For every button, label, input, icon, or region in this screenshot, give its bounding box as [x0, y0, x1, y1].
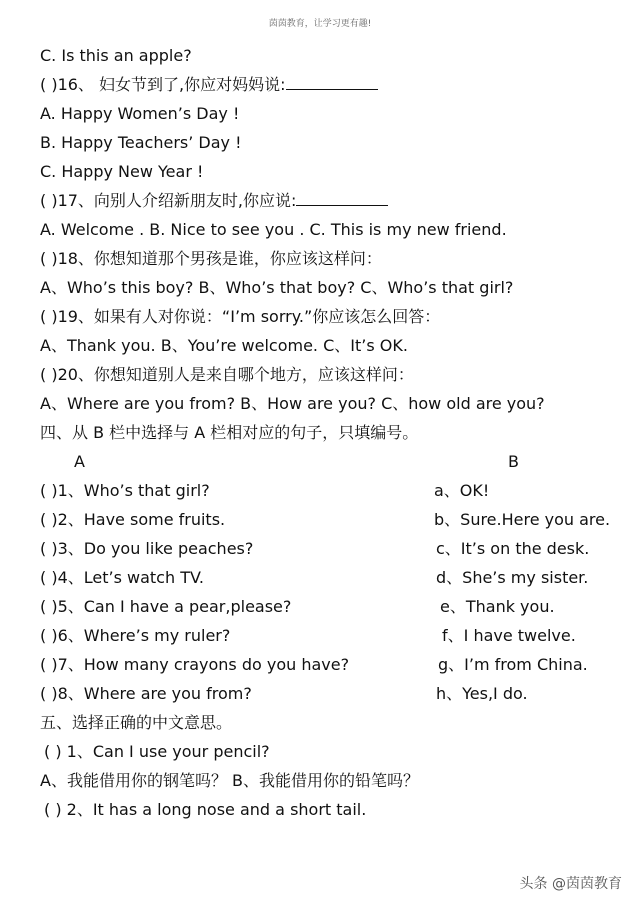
q19-options: A、Thank you. B、You’re welcome. C、It’s OK.: [40, 336, 408, 355]
q17-options: A. Welcome . B. Nice to see you . C. This is my new friend.: [40, 220, 507, 239]
question-18: ( )18、你想知道那个男孩是谁，你应该这样问：: [40, 249, 382, 268]
column-a-heading: A: [74, 452, 85, 471]
match-b-h: h、Yes,I do.: [436, 684, 528, 703]
match-b-e: e、Thank you.: [440, 597, 555, 616]
answer-blank: [286, 75, 378, 90]
column-b-heading: B: [508, 452, 519, 471]
match-b-d: d、She’s my sister.: [436, 568, 589, 587]
question-20: ( )20、你想知道别人是来自哪个地方，应该这样问：: [40, 365, 414, 384]
match-b-g: g、I’m from China.: [438, 655, 588, 674]
match-b-c: c、It’s on the desk.: [436, 539, 590, 558]
match-a-2: ( )2、Have some fruits.: [40, 510, 226, 529]
q16-option-c: C. Happy New Year !: [40, 162, 204, 181]
q16-option-b: B. Happy Teachers’ Day !: [40, 133, 242, 152]
watermark: 头条 @茵茵教育: [519, 876, 622, 892]
match-a-4: ( )4、Let’s watch TV.: [40, 568, 204, 587]
match-a-3: ( )3、Do you like peaches?: [40, 539, 254, 558]
match-a-7: ( )7、How many crayons do you have?: [40, 655, 350, 674]
match-b-a: a、OK!: [434, 481, 490, 500]
s5-question-2: ( ) 2、It has a long nose and a short tail.: [44, 800, 367, 819]
question-16-text: ( )16、 妇女节到了,你应对妈妈说:: [40, 75, 286, 94]
q20-options: A、Where are you from? B、How are you? C、how old are you?: [40, 394, 545, 413]
s5-question-1: ( ) 1、Can I use your pencil?: [44, 742, 270, 761]
match-a-5: ( )5、Can I have a pear,please?: [40, 597, 292, 616]
question-17: [40, 191, 388, 211]
match-b-f: f、I have twelve.: [442, 626, 576, 645]
s5-q1-options: A、我能借用你的钢笔吗？ B、我能借用你的铅笔吗？: [40, 771, 420, 790]
match-a-8: ( )8、Where are you from?: [40, 684, 252, 703]
section-4-title: 四、从 B 栏中选择与 A 栏相对应的句子，只填编号。: [40, 423, 419, 442]
q15-option-c: C. Is this an apple?: [40, 46, 192, 65]
q18-options: A、Who’s this boy? B、Who’s that boy? C、Who’s that girl?: [40, 278, 514, 297]
question-19: ( )19、如果有人对你说：“I’m sorry.”你应该怎么回答：: [40, 307, 441, 326]
question-16: [40, 75, 378, 95]
match-a-6: ( )6、Where’s my ruler?: [40, 626, 231, 645]
section-5-title: 五、选择正确的中文意思。: [40, 713, 233, 732]
page-header: 茵茵教育，让学习更有趣!: [268, 19, 372, 29]
q16-option-a: A. Happy Women’s Day !: [40, 104, 240, 123]
match-a-1: ( )1、Who’s that girl?: [40, 481, 210, 500]
answer-blank: [296, 191, 388, 206]
match-b-b: b、Sure.Here you are.: [434, 510, 611, 529]
question-17-text: ( )17、向别人介绍新朋友时,你应说:: [40, 191, 297, 210]
